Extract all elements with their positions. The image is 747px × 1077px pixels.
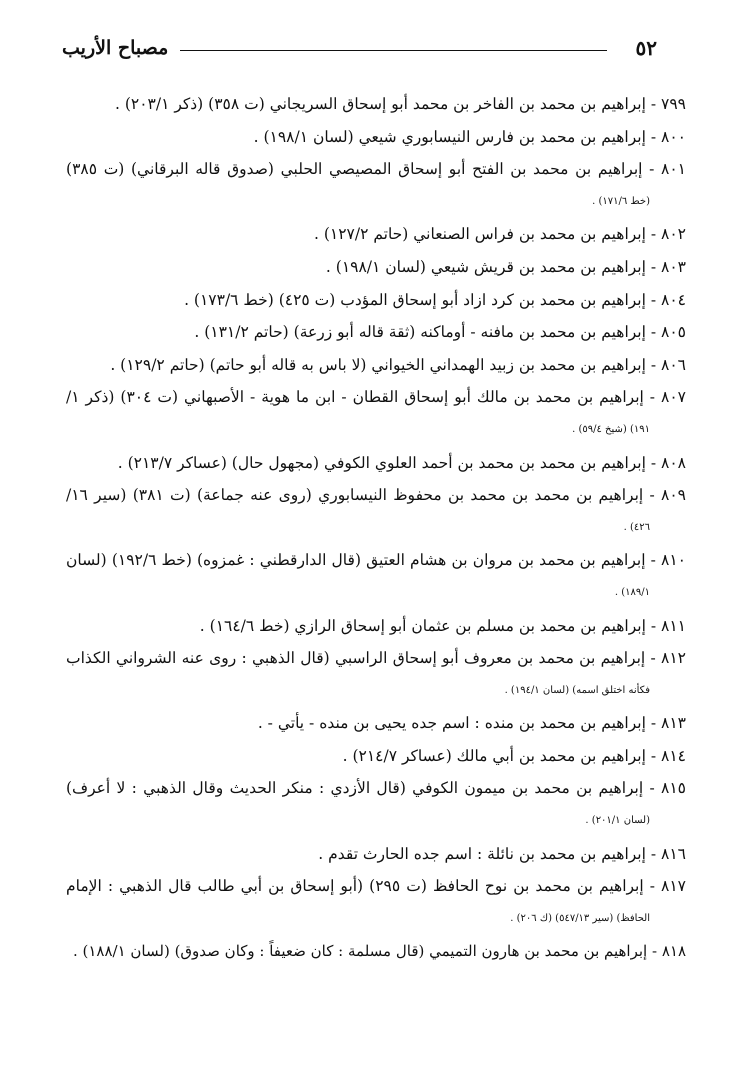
entry-line: ٨٠٠ - إبراهيم بن محمد بن فارس النيسابوري شيعي (لسان ١٩٨/١) . — [253, 127, 686, 146]
entry-line: ٨٠٩ - إبراهيم بن محمد بن محمد بن محفوظ النيسابوري (روى عنه جماعة) (ت ٣٨١) (سير ١٦/ — [66, 486, 686, 505]
entry-line: ٨١٠ - إبراهيم بن محمد بن مروان بن هشام العتيق (قال الدارقطني : غمزوه) (خط ١٩٢/٦) (لسان — [66, 551, 686, 570]
entry-line: ٨١٧ - إبراهيم بن محمد بن نوح الحافظ (ت ٢٩٥) (أبو إسحاق بن أبي طالب قال الذهبي : الإمام — [66, 877, 687, 896]
page-number: ٥٢ — [635, 36, 657, 60]
entry-line: ٨١٨ - إبراهيم بن محمد بن هارون التميمي (قال مسلمة : كان ضعيفاً : وكان صدوق) (لسان ١٨٨/١) . — [72, 942, 686, 961]
entry-line-continuation: ١٨٩/١) . — [614, 586, 650, 598]
entry-line-continuation: الحافظ) (سير ٥٤٧/١٣) (ك ٢٠٦) . — [510, 912, 650, 924]
entry-817 — [66, 870, 686, 935]
entry-line-continuation: ١٩١) (شيخ ٥٩/٤) . — [572, 423, 650, 435]
entry-line: ٨٠٨ - إبراهيم بن محمد بن محمد بن أحمد العلوي الكوفي (مجهول حال) (عساكر ٢١٣/٧) . — [117, 453, 686, 472]
entry-805 — [66, 316, 686, 349]
book-title: مصباح الأريب — [62, 37, 169, 59]
entry-812 — [66, 642, 686, 707]
entry-line: ٨١١ - إبراهيم بن محمد بن مسلم بن عثمان أبو إسحاق الرازي (خط ١٦٤/٦) . — [199, 616, 686, 635]
header-rule — [180, 50, 607, 51]
entry-802 — [66, 218, 686, 251]
entry-line: ٨١٢ - إبراهيم بن محمد بن معروف أبو إسحاق الراسبي (قال الذهبي : روى عنه الشرواني الكذاب — [66, 649, 686, 668]
entry-line-continuation: ٤٢٦) . — [623, 521, 650, 533]
entries-list — [66, 88, 686, 968]
entry-line: ٨١٥ - إبراهيم بن محمد بن ميمون الكوفي (قال الأزدي : منكر الحديث وقال الذهبي : لا أعرف) — [66, 779, 686, 798]
entry-line: ٨٠١ - إبراهيم بن محمد بن الفتح أبو إسحاق المصيصي الحلبي (صدوق قاله البرقاني) (ت ٣٨٥) — [66, 160, 686, 179]
entry-line: ٨٠٤ - إبراهيم بن محمد بن كرد ازاد أبو إسحاق المؤدب (ت ٤٢٥) (خط ١٧٣/٦) . — [184, 290, 686, 309]
entry-815 — [66, 772, 686, 837]
entry-line: ٨١٦ - إبراهيم بن محمد بن نائلة : اسم جده الحارث تقدم . — [318, 844, 686, 863]
entry-816 — [66, 838, 686, 871]
entry-line: ٨٠٦ - إبراهيم بن محمد بن زبيد الهمداني الخيواني (لا باس به قاله أبو حاتم) (حاتم ١٢٩/٢) . — [110, 355, 686, 374]
entry-807 — [66, 381, 686, 446]
entry-line: ٨١٣ - إبراهيم بن محمد بن منده : اسم جده يحيى بن منده - يأتي - . — [257, 714, 686, 733]
entry-800 — [66, 121, 686, 154]
entry-line: ٨٠٢ - إبراهيم بن محمد بن فراس الصنعاني (حاتم ١٢٧/٢) . — [313, 225, 686, 244]
entry-813 — [66, 707, 686, 740]
entry-803 — [66, 251, 686, 284]
entry-line: ٨١٤ - إبراهيم بن محمد بن أبي مالك (عساكر ٢١٤/٧) . — [342, 746, 686, 765]
entry-804 — [66, 284, 686, 317]
entry-line: ٧٩٩ - إبراهيم بن محمد بن الفاخر بن محمد أبو إسحاق السريجاني (ت ٣٥٨) (ذكر ٢٠٣/١) . — [114, 95, 686, 113]
page-header — [62, 30, 657, 64]
entry-line-continuation: (لسان ٢٠١/١) . — [585, 815, 650, 827]
entry-799 — [66, 88, 686, 121]
entry-809 — [66, 479, 686, 544]
entry-810 — [66, 544, 686, 609]
entry-801 — [66, 153, 686, 218]
entry-811 — [66, 610, 686, 643]
entry-818 — [66, 935, 686, 968]
entry-line-continuation: فكأنه اختلق اسمه) (لسان ١٩٤/١) . — [504, 684, 650, 696]
entry-808 — [66, 447, 686, 480]
entry-line: ٨٠٥ - إبراهيم بن محمد بن مافنه - أوماكنه (ثقة قاله أبو زرعة) (حاتم ١٣١/٢) . — [194, 323, 686, 342]
entry-line: ٨٠٧ - إبراهيم بن محمد بن مالك أبو إسحاق القطان - ابن ما هوية - الأصبهاني (ت ٣٠٤) (ذكر ١/ — [66, 388, 686, 407]
entry-line-continuation: (خط ١٧١/٦) . — [592, 195, 650, 207]
entry-line: ٨٠٣ - إبراهيم بن محمد بن قريش شيعي (لسان ١٩٨/١) . — [325, 257, 686, 276]
entry-814 — [66, 740, 686, 773]
entry-806 — [66, 349, 686, 382]
